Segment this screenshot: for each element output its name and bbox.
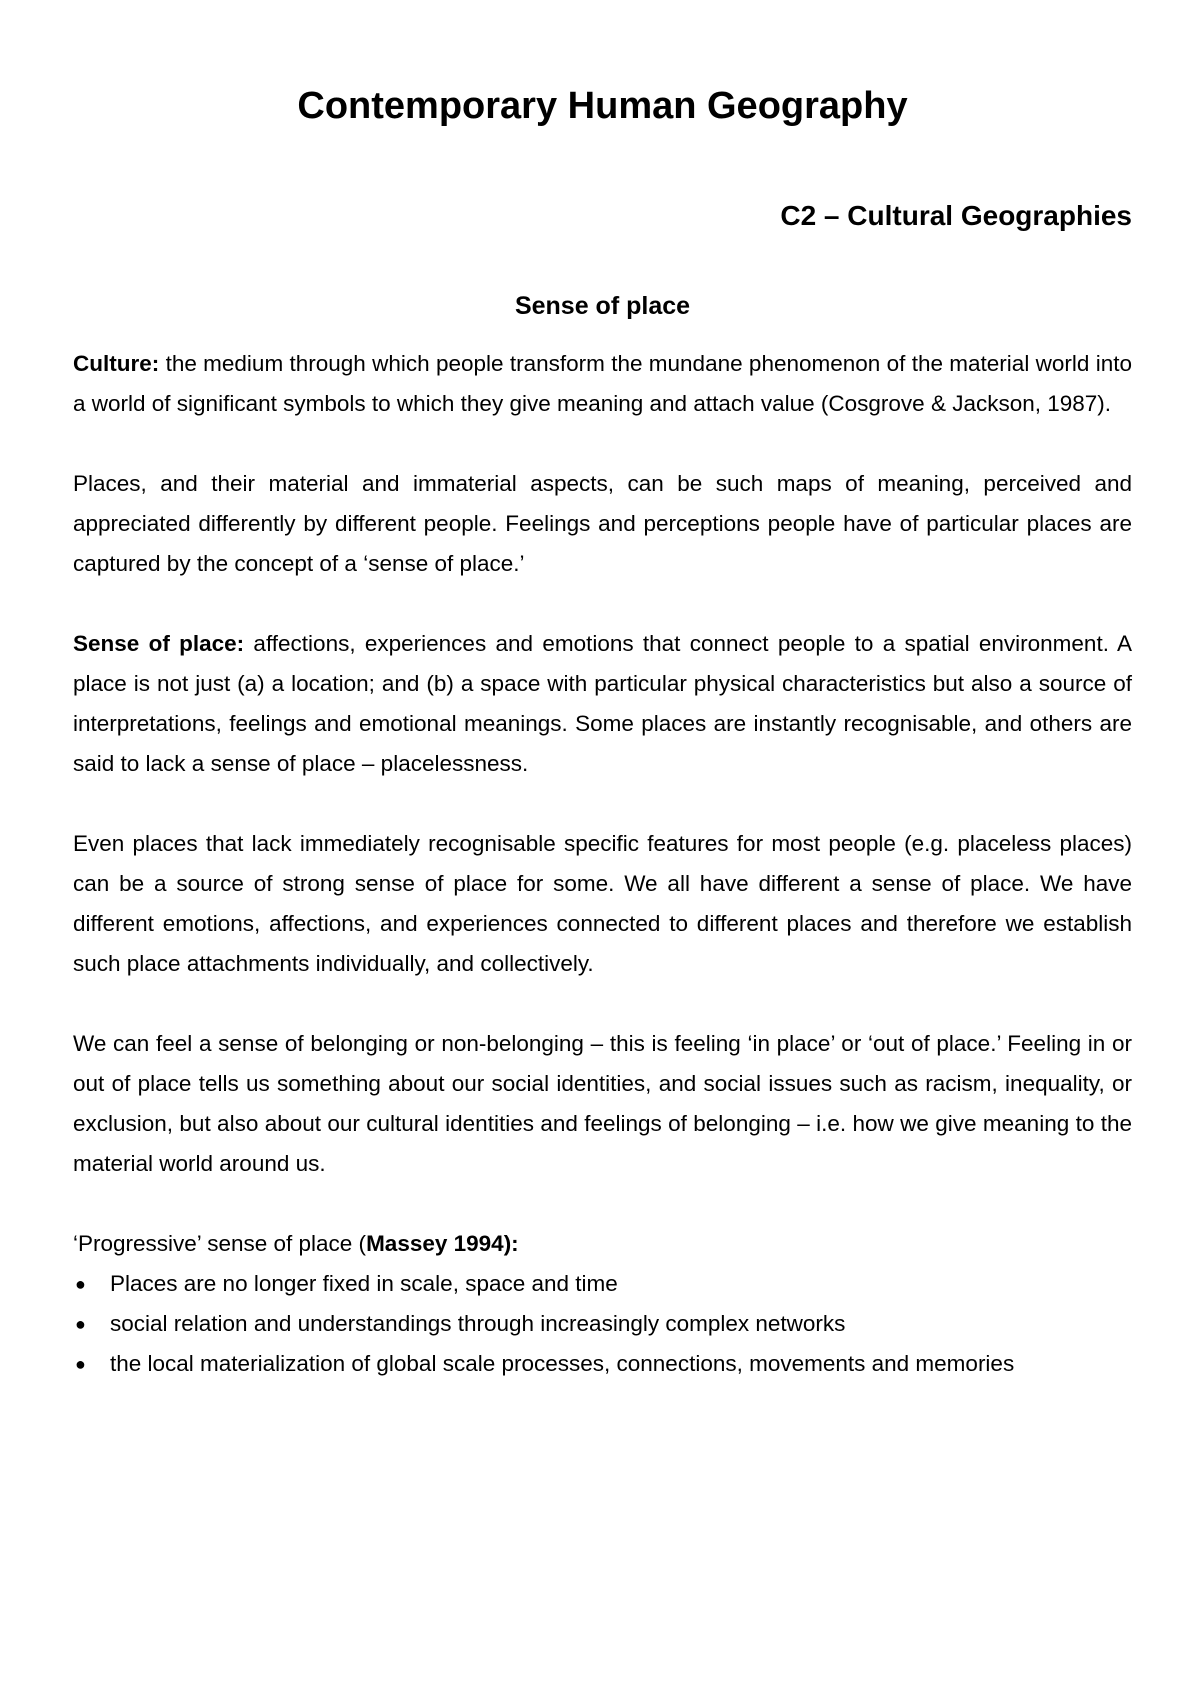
massey-citation: Massey 1994 (366, 1231, 504, 1256)
list-item (73, 1344, 1132, 1384)
belonging-paragraph: We can feel a sense of belonging or non-belonging – this is feeling ‘in place’ or ‘out of place.’ Feeling in or out of place tells us something about our social identities, and social issues such as racism, inequality, or exclusion, but also about our cultural identities and feelings of belonging – i.e. how we give meaning to the material world around us. (73, 1031, 1132, 1176)
progressive-intro-text: ‘Progressive’ sense of place ( (73, 1231, 367, 1256)
bullet-icon: ● (75, 1274, 86, 1294)
progressive-bullet-list (73, 1264, 1132, 1384)
list-item (73, 1264, 1132, 1304)
even-places-paragraph: Even places that lack immediately recognisable specific features for most people (e.g. placeless places) can be a source of strong sense of place for some. We all have different a sense of place. We have different emotions, affections, and experiences connected to different places and therefore we establish such place attachments individually, and collectively. (73, 831, 1132, 976)
sense-of-place-definition-paragraph (73, 624, 1132, 784)
culture-definition-paragraph (73, 344, 1132, 424)
places-paragraph: Places, and their material and immaterial aspects, can be such maps of meaning, perceived and appreciated differently by different people. Feelings and perceptions people have of particular places are captured by the concept of a ‘sense of place.’ (73, 471, 1132, 576)
sense-of-place-definition-text: affections, experiences and emotions that connect people to a spatial environment. A place is not just (a) a location; and (b) a space with particular physical characteristics but also a source of interpretations, feelings and emotional meanings. Some places are instantly recognisable, and others are said to lack a sense of place – placelessness. (73, 631, 1132, 776)
list-item-text: Places are no longer fixed in scale, space and time (110, 1271, 618, 1296)
progressive-sense-of-place-intro (73, 1224, 1132, 1264)
list-item (73, 1304, 1132, 1344)
list-item-text: the local materialization of global scale processes, connections, movements and memories (110, 1351, 1015, 1376)
document-title: Contemporary Human Geography (297, 85, 908, 127)
culture-definition-text: the medium through which people transform the mundane phenomenon of the material world into a world of significant symbols to which they give meaning and attach value (Cosgrove & Jackson, 1987). (73, 351, 1132, 416)
list-item-text: social relation and understandings through increasingly complex networks (110, 1311, 846, 1336)
document-subtitle: C2 – Cultural Geographies (780, 200, 1132, 231)
section-heading: Sense of place (514, 292, 691, 320)
culture-term: Culture: (73, 351, 160, 376)
bullet-icon: ● (75, 1314, 86, 1334)
sense-of-place-term: Sense of place: (73, 631, 245, 656)
bullet-icon: ● (75, 1354, 86, 1374)
progressive-closing: ): (503, 1231, 519, 1256)
